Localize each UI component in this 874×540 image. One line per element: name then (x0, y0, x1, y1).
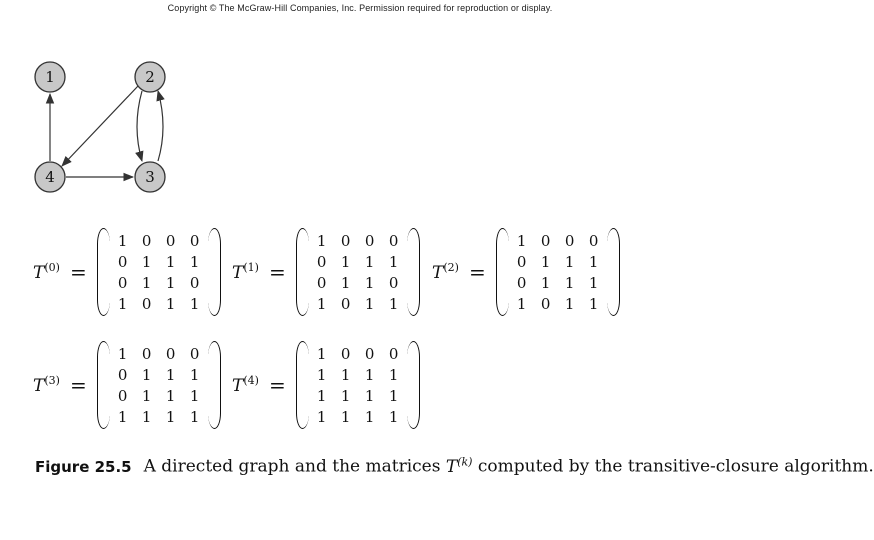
caption-symbol: $T^{(k)}$ (445, 455, 473, 477)
matrix-grid (310, 344, 406, 427)
matrix-cell: 1 (340, 386, 351, 405)
right-paren (407, 228, 420, 316)
right-paren (607, 228, 620, 316)
matrix-grid (510, 231, 606, 314)
matrix-cell: 1 (117, 344, 128, 363)
matrix-cell: 1 (364, 407, 375, 426)
matrix-cell: 1 (340, 407, 351, 426)
matrix-cell: 1 (316, 344, 327, 363)
node-label: 3 (145, 168, 155, 186)
matrix-cell: 1 (165, 273, 176, 292)
matrix-cell: 1 (189, 407, 200, 426)
matrix-cell: 1 (117, 294, 128, 313)
matrix-cell: 1 (364, 294, 375, 313)
equals-sign: = (268, 260, 286, 284)
copyright-notice: Copyright © The McGraw-Hill Companies, Inc. Permission required for reproduction or display. (167, 3, 553, 13)
matrix-cell: 1 (141, 386, 152, 405)
matrix-cell: 1 (141, 252, 152, 271)
matrix-cell: 0 (388, 344, 399, 363)
matrix-cell: 0 (564, 231, 575, 250)
matrix-cell: 1 (388, 252, 399, 271)
matrix-grid (310, 231, 406, 314)
matrix-cell: 1 (388, 294, 399, 313)
matrix-cell: 1 (516, 294, 527, 313)
equals-sign: = (268, 373, 286, 397)
matrix-cell: 0 (364, 231, 375, 250)
matrix-cell: 0 (141, 231, 152, 250)
matrix-cell: 1 (588, 294, 599, 313)
matrix-cell: 0 (117, 365, 128, 384)
matrix-cell: 0 (189, 344, 200, 363)
matrix-cell: 1 (388, 407, 399, 426)
matrix-cell: 0 (189, 273, 200, 292)
right-paren (407, 341, 420, 429)
figure-caption (35, 455, 874, 477)
matrix-t1 (232, 228, 420, 316)
left-paren (296, 341, 309, 429)
matrix-cell: 0 (141, 344, 152, 363)
matrix-cell: 1 (316, 294, 327, 313)
matrix-cell: 1 (189, 386, 200, 405)
matrix-cell: 0 (388, 231, 399, 250)
matrix-cell: 1 (388, 386, 399, 405)
equals-sign: = (69, 373, 87, 397)
matrix-cell: 1 (364, 273, 375, 292)
matrix-label: $T^{(1)}$ (232, 261, 259, 283)
matrix-cell: 0 (388, 273, 399, 292)
matrix-cell: 1 (165, 365, 176, 384)
matrix-label: $T^{(0)}$ (33, 261, 60, 283)
matrix-cell: 1 (165, 386, 176, 405)
matrix-cell: 1 (564, 294, 575, 313)
matrix-t2 (432, 228, 620, 316)
graph-node-3 (135, 162, 165, 192)
matrix-cell: 1 (117, 407, 128, 426)
directed-graph (0, 0, 720, 220)
edge-2-to-3 (137, 91, 142, 161)
matrix-cell: 1 (588, 252, 599, 271)
matrix-cell: 0 (340, 294, 351, 313)
matrix-cell: 1 (189, 365, 200, 384)
node-label: 4 (45, 168, 55, 186)
matrix-cell: 0 (340, 231, 351, 250)
matrix-cell: 1 (516, 231, 527, 250)
matrix-cell: 0 (540, 294, 551, 313)
caption-text-before: A directed graph and the matrices (143, 456, 446, 477)
node-label: 2 (145, 68, 155, 86)
caption-text-after: computed by the transitive-closure algorithm. (472, 456, 874, 477)
matrix-grid (111, 344, 207, 427)
matrix-cell: 0 (316, 273, 327, 292)
matrix-t0 (33, 228, 221, 316)
matrix-cell: 0 (189, 231, 200, 250)
matrix-cell: 1 (364, 252, 375, 271)
matrix-cell: 1 (141, 365, 152, 384)
matrix-cell: 0 (516, 273, 527, 292)
matrix-cell: 0 (141, 294, 152, 313)
left-paren (97, 341, 110, 429)
matrix-cell: 1 (364, 386, 375, 405)
matrix-label: $T^{(2)}$ (432, 261, 459, 283)
matrix-cell: 1 (340, 273, 351, 292)
matrix-t4 (232, 341, 420, 429)
matrix-cell: 1 (165, 294, 176, 313)
matrix-cell: 1 (340, 252, 351, 271)
matrix-cell: 1 (564, 252, 575, 271)
matrix-cell: 1 (316, 386, 327, 405)
matrix-cell: 1 (588, 273, 599, 292)
matrix-cell: 1 (540, 252, 551, 271)
matrix-cell: 1 (189, 252, 200, 271)
matrix-cell: 1 (189, 294, 200, 313)
left-paren (97, 228, 110, 316)
matrix-cell: 1 (117, 231, 128, 250)
matrix-cell: 1 (141, 407, 152, 426)
matrix-cell: 1 (165, 407, 176, 426)
matrix-cell: 0 (117, 252, 128, 271)
matrix-cell: 0 (117, 386, 128, 405)
matrix-cell: 0 (516, 252, 527, 271)
matrix-cell: 1 (316, 231, 327, 250)
matrix-cell: 1 (165, 252, 176, 271)
left-paren (496, 228, 509, 316)
graph-node-4 (35, 162, 65, 192)
graph-node-2 (135, 62, 165, 92)
matrix-cell: 0 (540, 231, 551, 250)
matrix-cell: 0 (364, 344, 375, 363)
equals-sign: = (69, 260, 87, 284)
left-paren (296, 228, 309, 316)
right-paren (208, 341, 221, 429)
matrix-cell: 0 (316, 252, 327, 271)
matrix-cell: 1 (364, 365, 375, 384)
matrix-cell: 1 (388, 365, 399, 384)
matrix-cell: 0 (340, 344, 351, 363)
matrix-cell: 1 (141, 273, 152, 292)
matrix-t3 (33, 341, 221, 429)
graph-node-1 (35, 62, 65, 92)
edge-3-to-2 (158, 91, 163, 161)
matrix-cell: 0 (588, 231, 599, 250)
node-label: 1 (45, 68, 55, 86)
matrix-cell: 0 (117, 273, 128, 292)
matrix-grid (111, 231, 207, 314)
matrix-label: $T^{(4)}$ (232, 374, 259, 396)
matrix-cell: 0 (165, 344, 176, 363)
edge-2-to-4 (62, 86, 138, 166)
equals-sign: = (468, 260, 486, 284)
matrix-cell: 1 (316, 365, 327, 384)
figure-label: Figure 25.5 (35, 457, 132, 476)
matrix-cell: 1 (316, 407, 327, 426)
matrix-label: $T^{(3)}$ (33, 374, 60, 396)
matrix-cell: 1 (340, 365, 351, 384)
matrix-cell: 1 (564, 273, 575, 292)
matrix-cell: 1 (540, 273, 551, 292)
right-paren (208, 228, 221, 316)
matrix-cell: 0 (165, 231, 176, 250)
